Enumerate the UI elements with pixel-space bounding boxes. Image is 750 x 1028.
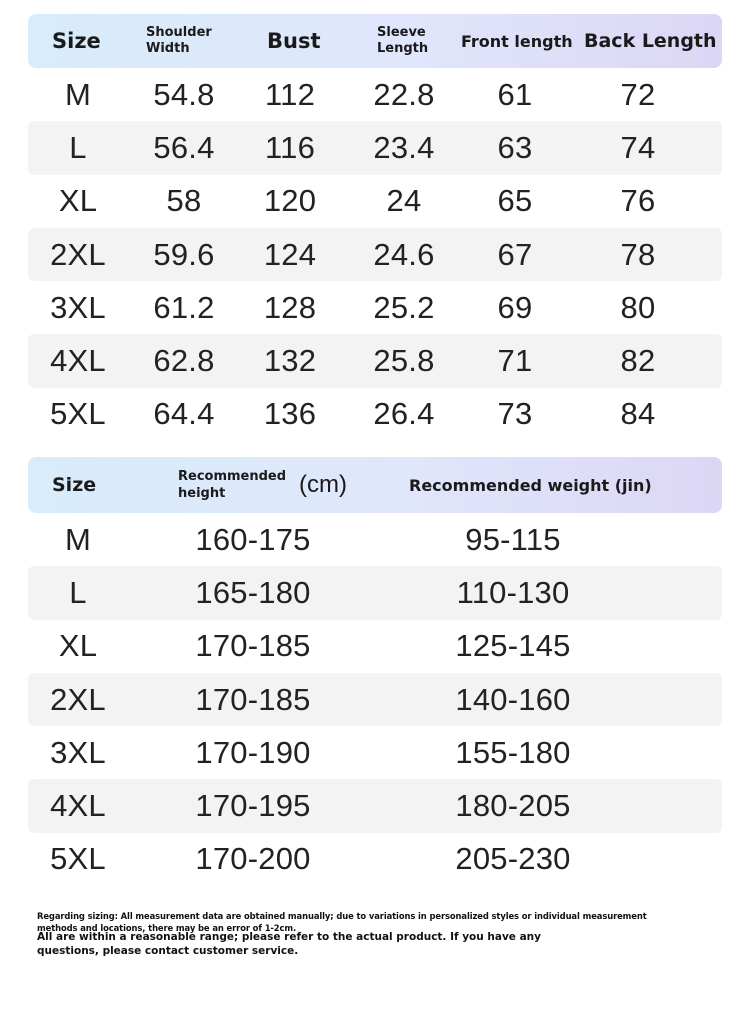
- sizing-note-line2: methods and locations, there may be an error of 1-2cm.: [37, 923, 297, 933]
- table-cell: 54.8: [153, 76, 215, 112]
- table-cell: 205-230: [455, 841, 571, 877]
- measurement-row: [28, 388, 722, 441]
- table-cell: 24.6: [373, 236, 435, 272]
- table-cell: 125-145: [455, 628, 571, 664]
- recommendation-row: [28, 513, 722, 566]
- recommendation-row: [28, 620, 722, 673]
- table-cell: 116: [264, 129, 316, 165]
- measurement-row: [28, 121, 722, 174]
- sizing-note-line1: Regarding sizing: All measurement data are obtained manually; due to variations in personalized styles or individual measurement: [37, 911, 647, 921]
- table-cell: 120: [263, 183, 317, 219]
- header-sleeve-line2: Length: [377, 41, 429, 56]
- table-cell: 58: [166, 183, 202, 219]
- table-cell: 180-205: [455, 788, 571, 824]
- table-cell: 84: [620, 396, 656, 432]
- header2-size: Size: [52, 474, 97, 496]
- table-cell: 62.8: [153, 343, 215, 379]
- table-cell: 170-185: [195, 681, 311, 717]
- measurement-row: [28, 175, 722, 228]
- table-cell: 67: [497, 236, 533, 272]
- table-cell: 78: [620, 236, 656, 272]
- table-cell: 65: [497, 183, 533, 219]
- recommendation-row: [28, 726, 722, 779]
- table-cell: 2XL: [50, 236, 106, 272]
- header-shoulder-width: [146, 14, 212, 68]
- header-shoulder-line1: Shoulder: [146, 25, 212, 40]
- table-cell: 25.2: [373, 289, 435, 325]
- sizing-note-line4: questions, please contact customer service.: [37, 945, 299, 957]
- table-cell: 74: [620, 129, 656, 165]
- table-cell: 61: [497, 76, 533, 112]
- table-cell: 132: [263, 343, 317, 379]
- table-cell: 76: [620, 183, 656, 219]
- table-cell: 24: [386, 183, 422, 219]
- header-height-line1: Recommended: [178, 469, 287, 484]
- table-cell: 80: [620, 289, 656, 325]
- table-cell: 4XL: [50, 343, 106, 379]
- table-cell: 128: [263, 289, 317, 325]
- table-cell: 56.4: [153, 129, 215, 165]
- table-cell: XL: [58, 183, 98, 219]
- measurement-row: [28, 228, 722, 281]
- header-back-length: Back Length: [584, 30, 717, 52]
- header-recommended-weight: Recommended weight (jin): [409, 475, 652, 495]
- recommendation-row: [28, 779, 722, 832]
- header-front-length: Front length: [461, 31, 573, 51]
- table-cell: 59.6: [153, 236, 215, 272]
- table-cell: 112: [264, 76, 316, 112]
- table-cell: XL: [58, 628, 98, 664]
- header-unit-cm: (cm): [299, 471, 347, 498]
- measurement-table-body: [28, 68, 722, 441]
- table-cell: 3XL: [50, 734, 106, 770]
- header-shoulder-line2: Width: [146, 41, 190, 56]
- table-cell: 71: [497, 343, 533, 379]
- table-cell: 4XL: [50, 788, 106, 824]
- size-recommendation-table: [28, 457, 722, 886]
- table-cell: 2XL: [50, 681, 106, 717]
- table-cell: 69: [497, 289, 533, 325]
- table-cell: 23.4: [373, 129, 435, 165]
- size-measurement-table: [28, 14, 722, 441]
- recommendation-row: [28, 566, 722, 619]
- table-cell: L: [69, 574, 87, 610]
- table-cell: 73: [497, 396, 533, 432]
- table-cell: 5XL: [50, 396, 106, 432]
- header-sleeve-length: [377, 14, 428, 68]
- table-cell: 170-190: [195, 734, 311, 770]
- header-height-line2: height: [178, 486, 226, 501]
- table-cell: 22.8: [373, 76, 435, 112]
- measurement-row: [28, 281, 722, 334]
- header-recommended-height: [178, 457, 286, 513]
- table-cell: 170-195: [195, 788, 311, 824]
- table-cell: 5XL: [50, 841, 106, 877]
- table-cell: 110-130: [456, 574, 570, 610]
- header-bust: Bust: [267, 29, 321, 53]
- recommendation-table-body: [28, 513, 722, 886]
- table-cell: M: [64, 521, 92, 557]
- measurement-table-header: [28, 14, 722, 68]
- table-cell: L: [69, 129, 87, 165]
- table-cell: 3XL: [50, 289, 106, 325]
- measurement-row: [28, 68, 722, 121]
- recommendation-row: [28, 833, 722, 886]
- table-cell: 140-160: [455, 681, 571, 717]
- table-cell: 95-115: [465, 521, 561, 557]
- table-cell: M: [64, 76, 92, 112]
- table-cell: 160-175: [195, 521, 311, 557]
- table-cell: 26.4: [373, 396, 435, 432]
- table-cell: 64.4: [153, 396, 215, 432]
- table-cell: 170-185: [195, 628, 311, 664]
- sizing-note-line3: All are within a reasonable range; please refer to the actual product. If you have any: [37, 931, 541, 943]
- table-cell: 136: [263, 396, 317, 432]
- table-cell: 82: [620, 343, 656, 379]
- table-cell: 72: [620, 76, 656, 112]
- table-cell: 165-180: [195, 574, 311, 610]
- table-cell: 61.2: [153, 289, 215, 325]
- header-sleeve-line1: Sleeve: [377, 25, 426, 40]
- measurement-row: [28, 334, 722, 387]
- recommendation-table-header: [28, 457, 722, 513]
- header-size: Size: [52, 29, 101, 53]
- table-cell: 155-180: [455, 734, 571, 770]
- table-cell: 170-200: [195, 841, 311, 877]
- recommendation-row: [28, 673, 722, 726]
- table-cell: 63: [497, 129, 533, 165]
- table-cell: 25.8: [373, 343, 435, 379]
- table-cell: 124: [263, 236, 317, 272]
